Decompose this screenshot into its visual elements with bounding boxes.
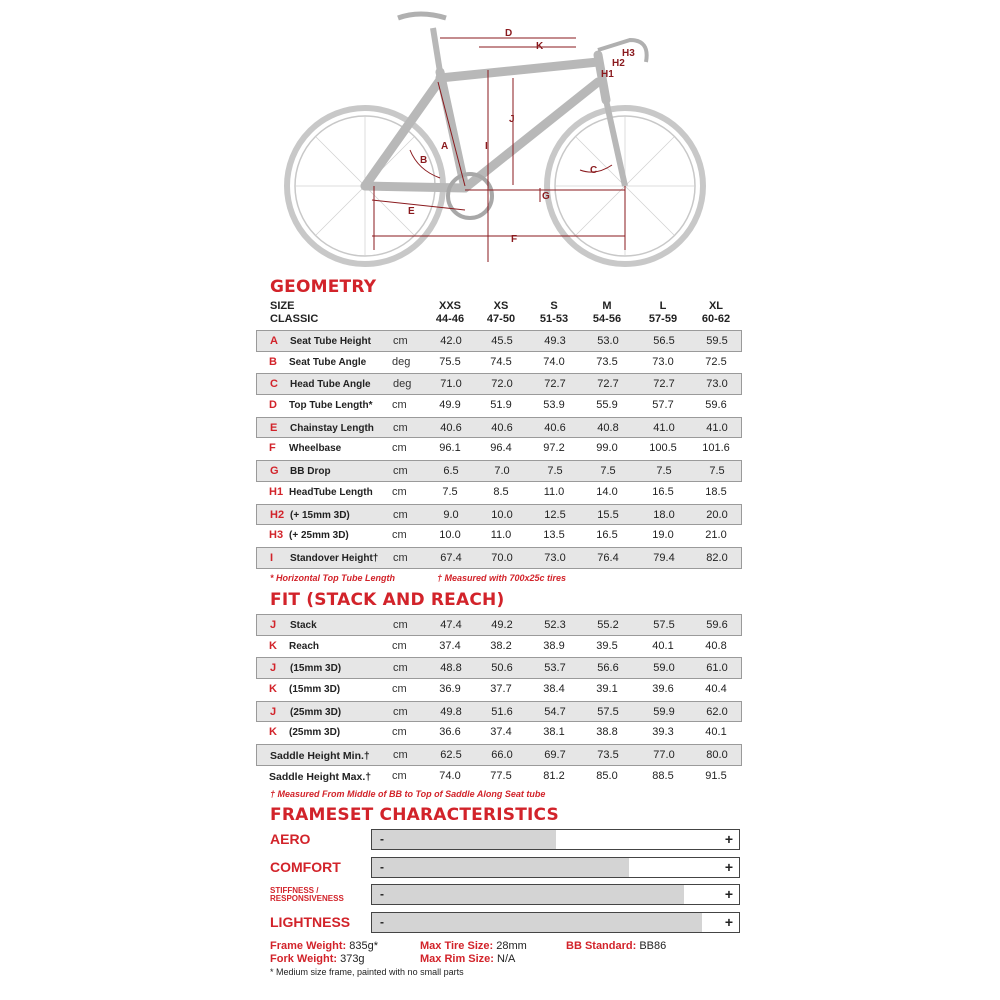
table-cell: 73.5 xyxy=(597,749,619,762)
table-row xyxy=(256,525,742,547)
row-code: J xyxy=(270,705,277,718)
row-code: C xyxy=(270,378,278,391)
table-cell: 77.0 xyxy=(653,749,675,762)
row-label: Head Tube Angle xyxy=(290,379,371,391)
table-cell: 7.5 xyxy=(547,465,563,478)
table-cell: 73.5 xyxy=(596,355,618,368)
table-cell: 14.0 xyxy=(596,485,618,498)
table-cell: 39.3 xyxy=(652,726,674,739)
row-label: (25mm 3D) xyxy=(290,706,342,718)
table-cell: 40.1 xyxy=(652,639,674,652)
table-cell: 11.0 xyxy=(543,485,565,498)
table-cell: 40.6 xyxy=(544,421,566,434)
row-label: Saddle Height Max.† xyxy=(269,770,372,783)
size-range-m: 54-56 xyxy=(592,313,622,325)
bb-standard xyxy=(566,940,666,952)
row-unit: cm xyxy=(393,421,408,434)
table-row xyxy=(256,417,742,439)
row-unit: cm xyxy=(393,551,408,564)
table-cell: 96.1 xyxy=(439,442,461,455)
row-label: Reach xyxy=(289,640,320,652)
row-label: BB Drop xyxy=(290,466,331,478)
table-cell: 71.0 xyxy=(440,378,462,391)
row-unit: cm xyxy=(392,485,407,498)
table-cell: 7.5 xyxy=(656,465,672,478)
size-range-s: 51-53 xyxy=(539,313,569,325)
table-cell: 48.8 xyxy=(440,662,462,675)
row-code: D xyxy=(269,399,277,412)
table-cell: 39.1 xyxy=(596,683,618,696)
row-label: Seat Tube Height xyxy=(290,336,371,347)
table-cell: 16.5 xyxy=(596,529,618,542)
table-cell: 9.0 xyxy=(443,508,459,521)
table-cell: 41.0 xyxy=(653,421,675,434)
row-code: J xyxy=(270,662,277,675)
frame-weight-label: Frame Weight: xyxy=(270,940,347,952)
row-label: Chainstay Length xyxy=(290,422,374,434)
table-cell: 73.0 xyxy=(544,551,566,564)
row-code: J xyxy=(270,619,277,631)
table-cell: 101.6 xyxy=(702,442,730,455)
table-cell: 13.5 xyxy=(543,529,565,542)
row-unit: cm xyxy=(392,683,407,696)
row-unit: cm xyxy=(393,619,408,631)
table-cell: 38.4 xyxy=(543,683,565,696)
table-cell: 74.5 xyxy=(490,355,512,368)
table-cell: 49.9 xyxy=(439,399,461,412)
table-cell: 39.6 xyxy=(652,683,674,696)
geometry-note-tires: † Measured with 700x25c tires xyxy=(437,573,567,583)
table-cell: 88.5 xyxy=(652,769,674,782)
table-row xyxy=(256,657,742,679)
table-cell: 72.0 xyxy=(491,378,513,391)
row-code: K xyxy=(269,726,277,739)
table-cell: 57.5 xyxy=(597,705,619,718)
table-cell: 42.0 xyxy=(440,335,462,347)
geometry-title: GEOMETRY xyxy=(270,277,377,297)
table-row xyxy=(256,438,742,460)
diagram-label-e: E xyxy=(408,206,415,217)
minus-sign: - xyxy=(380,860,384,874)
table-cell: 61.0 xyxy=(706,662,728,675)
table-cell: 59.0 xyxy=(653,662,675,675)
diagram-label-a: A xyxy=(441,141,449,152)
table-cell: 38.2 xyxy=(490,639,512,652)
table-cell: 40.4 xyxy=(705,683,727,696)
fork-weight xyxy=(270,953,365,965)
diagram-label-g: G xyxy=(542,191,550,202)
row-unit: cm xyxy=(392,769,407,782)
table-row xyxy=(256,679,742,701)
table-cell: 45.5 xyxy=(491,335,513,347)
diagram-label-b: B xyxy=(420,155,428,166)
bb-standard-label: BB Standard: xyxy=(566,940,637,952)
table-cell: 18.0 xyxy=(653,508,675,521)
table-cell: 50.6 xyxy=(491,662,513,675)
table-cell: 16.5 xyxy=(652,485,674,498)
row-label: (+ 25mm 3D) xyxy=(289,530,349,542)
table-cell: 59.6 xyxy=(705,399,727,412)
table-cell: 70.0 xyxy=(491,551,513,564)
row-label: Stack xyxy=(290,620,317,631)
table-row xyxy=(256,373,742,395)
diagram-label-h2: H2 xyxy=(612,58,625,69)
table-cell: 41.0 xyxy=(706,421,728,434)
plus-sign: + xyxy=(724,886,733,902)
row-unit: cm xyxy=(393,749,408,762)
table-cell: 37.7 xyxy=(490,683,512,696)
row-label: HeadTube Length xyxy=(289,486,373,498)
plus-sign: + xyxy=(724,859,733,875)
table-cell: 51.6 xyxy=(491,705,513,718)
row-code: G xyxy=(270,465,279,478)
table-cell: 6.5 xyxy=(443,465,459,478)
size-range-xxs: 44-46 xyxy=(435,313,465,325)
bb-standard-value: BB86 xyxy=(639,940,667,952)
table-cell: 81.2 xyxy=(543,769,565,782)
plus-sign: + xyxy=(724,831,733,847)
table-cell: 10.0 xyxy=(491,508,513,521)
diagram-label-h1: H1 xyxy=(601,69,614,80)
size-name-xs: XS xyxy=(493,300,509,312)
row-label: Top Tube Length* xyxy=(289,400,373,412)
characteristic-fill xyxy=(372,858,629,877)
row-code: H3 xyxy=(269,529,284,542)
table-cell: 7.5 xyxy=(600,465,616,478)
table-cell: 40.6 xyxy=(440,421,462,434)
table-cell: 91.5 xyxy=(705,769,727,782)
table-cell: 56.6 xyxy=(597,662,619,675)
table-row xyxy=(256,504,742,526)
table-cell: 73.0 xyxy=(652,355,674,368)
table-cell: 47.4 xyxy=(440,619,462,631)
size-range-l: 57-59 xyxy=(648,313,678,325)
table-cell: 38.9 xyxy=(543,639,565,652)
row-code: F xyxy=(269,442,276,455)
table-cell: 79.4 xyxy=(653,551,675,564)
row-unit: cm xyxy=(392,726,407,739)
table-cell: 54.7 xyxy=(544,705,566,718)
row-code: E xyxy=(270,421,278,434)
table-cell: 85.0 xyxy=(596,769,618,782)
row-code: H1 xyxy=(269,485,284,498)
table-cell: 77.5 xyxy=(490,769,512,782)
table-cell: 75.5 xyxy=(439,355,461,368)
table-cell: 74.0 xyxy=(439,769,461,782)
table-cell: 19.0 xyxy=(652,529,674,542)
size-name-l: L xyxy=(659,300,667,312)
table-cell: 12.5 xyxy=(544,508,566,521)
table-cell: 97.2 xyxy=(543,442,565,455)
table-row xyxy=(256,330,742,352)
row-code: H2 xyxy=(270,508,285,521)
table-cell: 53.0 xyxy=(597,335,619,347)
characteristic-bar xyxy=(371,912,740,933)
row-label: Wheelbase xyxy=(289,443,342,455)
table-cell: 11.0 xyxy=(490,529,512,542)
row-unit: cm xyxy=(393,508,408,521)
table-cell: 40.1 xyxy=(705,726,727,739)
table-cell: 52.3 xyxy=(544,619,566,631)
max-tire-value: 28mm xyxy=(496,940,527,952)
table-row xyxy=(256,352,742,374)
table-cell: 76.4 xyxy=(597,551,619,564)
table-cell: 99.0 xyxy=(596,442,618,455)
row-unit: cm xyxy=(392,399,407,412)
table-cell: 7.0 xyxy=(494,465,510,478)
table-cell: 67.4 xyxy=(440,551,462,564)
frameset-title: FRAMESET CHARACTERISTICS xyxy=(270,805,559,825)
max-rim-size xyxy=(420,953,515,965)
table-cell: 40.8 xyxy=(705,639,727,652)
row-code: I xyxy=(270,551,274,564)
diagram-label-k: K xyxy=(536,41,544,52)
table-cell: 62.5 xyxy=(440,749,462,762)
minus-sign: - xyxy=(380,832,384,846)
fit-title: FIT (STACK AND REACH) xyxy=(270,590,505,610)
table-row xyxy=(256,395,742,417)
classic-label: CLASSIC xyxy=(270,313,319,325)
table-cell: 53.9 xyxy=(543,399,565,412)
row-unit: cm xyxy=(393,662,408,675)
max-tire-label: Max Tire Size: xyxy=(420,940,494,952)
row-unit: cm xyxy=(393,465,408,478)
table-cell: 56.5 xyxy=(653,335,675,347)
fit-note: † Measured From Middle of BB to Top of Saddle Along Seat tube xyxy=(270,789,546,799)
fork-weight-label: Fork Weight: xyxy=(270,953,338,965)
table-cell: 38.8 xyxy=(596,726,618,739)
row-code: B xyxy=(269,355,277,368)
diagram-label-c: C xyxy=(590,165,598,176)
characteristic-bar xyxy=(371,857,740,878)
table-cell: 73.0 xyxy=(706,378,728,391)
row-unit: cm xyxy=(392,442,407,455)
size-name-s: S xyxy=(550,300,558,312)
table-cell: 21.0 xyxy=(705,529,727,542)
table-row xyxy=(256,636,742,658)
table-cell: 53.7 xyxy=(544,662,566,675)
row-unit: cm xyxy=(392,529,407,542)
table-cell: 40.6 xyxy=(491,421,513,434)
table-cell: 55.9 xyxy=(596,399,618,412)
table-row xyxy=(256,744,742,766)
characteristic-fill xyxy=(372,885,684,904)
row-label: (15mm 3D) xyxy=(290,663,342,675)
characteristic-label: AERO xyxy=(270,831,311,847)
table-cell: 10.0 xyxy=(439,529,461,542)
size-name-xxs: XXS xyxy=(438,300,461,312)
characteristic-bar xyxy=(371,829,740,850)
table-cell: 57.7 xyxy=(652,399,674,412)
table-cell: 36.6 xyxy=(439,726,461,739)
row-unit: cm xyxy=(393,705,408,718)
size-name-xl: XL xyxy=(708,300,724,312)
table-cell: 72.7 xyxy=(597,378,619,391)
table-cell: 74.0 xyxy=(543,355,565,368)
table-cell: 8.5 xyxy=(493,485,509,498)
table-row xyxy=(256,460,742,482)
geometry-note-horizontal: * Horizontal Top Tube Length xyxy=(270,573,395,583)
table-cell: 59.9 xyxy=(653,705,675,718)
size-range-xs: 47-50 xyxy=(486,313,516,325)
characteristic-bar xyxy=(371,884,740,905)
row-label: Seat Tube Angle xyxy=(289,356,367,368)
characteristic-fill xyxy=(372,830,556,849)
row-unit: cm xyxy=(392,639,407,652)
table-cell: 96.4 xyxy=(490,442,512,455)
row-unit: cm xyxy=(393,335,408,347)
table-cell: 7.5 xyxy=(709,465,725,478)
table-cell: 72.5 xyxy=(705,355,727,368)
table-cell: 55.2 xyxy=(597,619,619,631)
row-unit: deg xyxy=(393,378,412,391)
row-code: K xyxy=(269,683,277,696)
diagram-label-j: J xyxy=(509,114,515,125)
geometry-table xyxy=(256,330,742,569)
table-cell: 82.0 xyxy=(706,551,728,564)
fit-table xyxy=(256,614,742,788)
row-label: Standover Height† xyxy=(290,552,379,564)
frame-weight xyxy=(270,940,378,952)
table-cell: 80.0 xyxy=(706,749,728,762)
diagram-label-h3: H3 xyxy=(622,48,635,59)
table-cell: 7.5 xyxy=(442,485,458,498)
minus-sign: - xyxy=(380,915,384,929)
diagram-label-i: I xyxy=(485,141,488,152)
row-label: (25mm 3D) xyxy=(289,727,341,739)
size-label: SIZE xyxy=(270,300,295,312)
row-code: A xyxy=(270,335,278,347)
table-cell: 72.7 xyxy=(653,378,675,391)
characteristic-label: LIGHTNESS xyxy=(270,914,351,930)
table-row xyxy=(256,547,742,569)
table-cell: 18.5 xyxy=(705,485,727,498)
table-cell: 57.5 xyxy=(653,619,675,631)
max-rim-value: N/A xyxy=(497,953,516,965)
row-unit: deg xyxy=(392,355,411,368)
fork-weight-value: 373g xyxy=(340,953,365,965)
table-cell: 59.5 xyxy=(706,335,728,347)
table-cell: 15.5 xyxy=(597,508,619,521)
table-cell: 69.7 xyxy=(544,749,566,762)
table-cell: 38.1 xyxy=(543,726,565,739)
table-cell: 40.8 xyxy=(597,421,619,434)
characteristic-label: STIFFNESS / RESPONSIVENESS xyxy=(270,886,344,903)
characteristic-fill xyxy=(372,913,702,932)
max-tire-size xyxy=(420,940,527,952)
table-cell: 49.2 xyxy=(491,619,513,631)
table-row xyxy=(256,482,742,504)
table-cell: 59.6 xyxy=(706,619,728,631)
table-cell: 62.0 xyxy=(706,705,728,718)
frame-weight-value: 835g* xyxy=(349,940,379,952)
row-code: K xyxy=(269,639,277,652)
max-rim-label: Max Rim Size: xyxy=(420,953,494,965)
table-cell: 20.0 xyxy=(706,508,728,521)
table-row xyxy=(256,766,742,788)
table-cell: 49.3 xyxy=(544,335,566,347)
table-cell: 37.4 xyxy=(490,726,512,739)
table-cell: 100.5 xyxy=(649,442,677,455)
table-row xyxy=(256,722,742,744)
row-label: Saddle Height Min.† xyxy=(270,750,370,763)
size-range-xl: 60-62 xyxy=(701,313,731,325)
plus-sign: + xyxy=(724,914,733,930)
row-label: (+ 15mm 3D) xyxy=(290,509,350,521)
table-cell: 39.5 xyxy=(596,639,618,652)
table-row xyxy=(256,701,742,723)
weight-footnote: * Medium size frame, painted with no small parts xyxy=(270,967,464,977)
minus-sign: - xyxy=(380,887,384,901)
characteristic-label: COMFORT xyxy=(270,859,341,875)
row-label: (15mm 3D) xyxy=(289,684,341,696)
table-cell: 66.0 xyxy=(491,749,513,762)
table-cell: 49.8 xyxy=(440,705,462,718)
table-cell: 51.9 xyxy=(490,399,512,412)
table-cell: 36.9 xyxy=(439,683,461,696)
table-cell: 37.4 xyxy=(439,639,461,652)
size-name-m: M xyxy=(602,300,612,312)
table-row xyxy=(256,614,742,636)
diagram-label-f: F xyxy=(511,234,518,245)
table-cell: 72.7 xyxy=(544,378,566,391)
bike-geometry-diagram xyxy=(270,0,750,275)
diagram-label-d: D xyxy=(505,28,513,39)
